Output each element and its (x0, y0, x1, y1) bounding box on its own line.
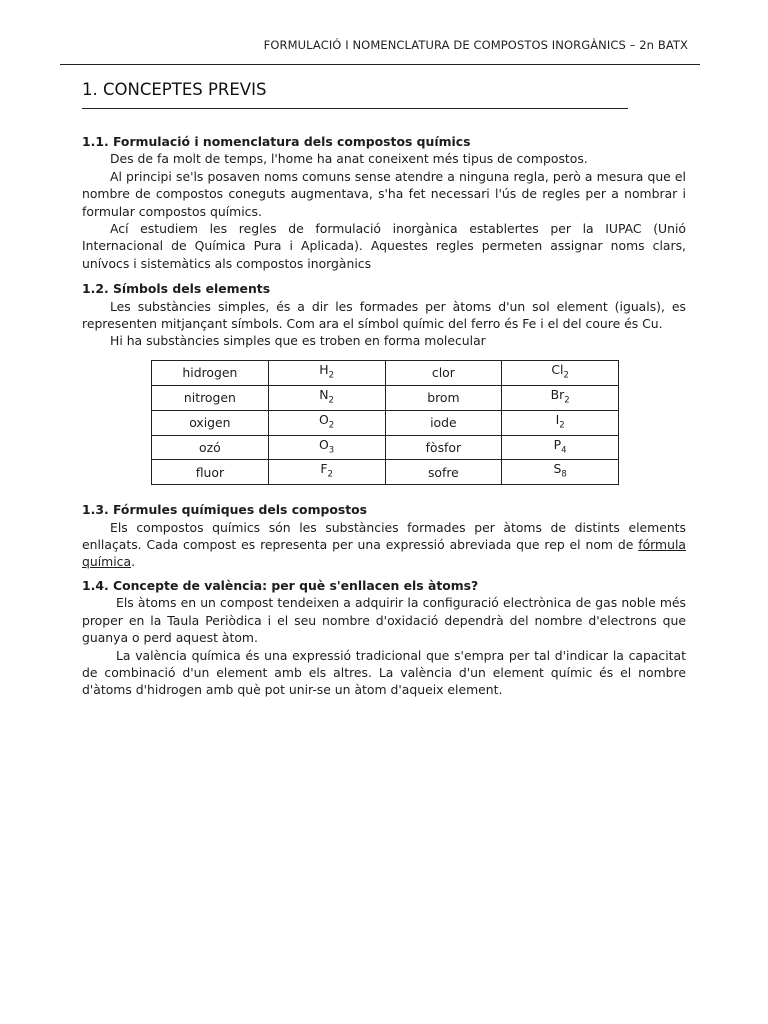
element-name: fluor (152, 460, 269, 485)
heading-1-4: 1.4. Concepte de valència: per què s'enllacen els àtoms? (82, 577, 479, 593)
paragraph: Al principi se'ls posaven noms comuns sense atendre a ninguna regla, però a mesura que el nombre de compostos coneguts augmentava, s'ha fet necessari l'ús de regles per a nombrar i formular compostos químics. (82, 168, 686, 219)
paragraph: La valència química és una expressió tradicional que s'empra per tal d'indicar la capacitat de combinació d'un element amb els altres. La valència d'un element químic és el nombre d'àtoms d'hidrogen amb què pot unir-se un àtom d'aqueix element. (82, 647, 686, 698)
element-name: oxigen (152, 410, 269, 435)
paragraph: Des de fa molt de temps, l'home ha anat coneixent més tipus de compostos. (110, 151, 588, 167)
table-row (152, 360, 619, 385)
paragraph: Els àtoms en un compost tendeixen a adquirir la configuració electrònica de gas noble més proper en la Taula Periòdica i el seu nombre d'oxidació dependrà del nombre d'electrons que guanya o perd aquest àtom. (82, 595, 686, 646)
element-formula: $Br_2$ (502, 385, 619, 410)
element-formula: $N_2$ (268, 385, 385, 410)
element-formula: $F_2$ (268, 460, 385, 485)
element-name: ozó (152, 435, 269, 460)
running-header: FORMULACIÓ I NOMENCLATURA DE COMPOSTOS INORGÀNICS – 2n BATX (263, 38, 688, 52)
table-row (152, 435, 619, 460)
formula-quimica-term: fórmula química (82, 537, 686, 570)
paragraph: Les substàncies simples, és a dir les formades per àtoms d'un sol element (iguals), es representen mitjançant símbols. Com ara el símbol químic del ferro és Fe i el del coure és Cu. (82, 298, 686, 332)
element-formula: $P_4$ (502, 435, 619, 460)
table-row (152, 385, 619, 410)
paragraph: Hi ha substàncies simples que es troben en forma molecular (110, 333, 486, 349)
element-formula: $I_2$ (502, 410, 619, 435)
section-title: 1. CONCEPTES PREVIS (82, 80, 267, 99)
element-formula: $H_2$ (268, 360, 385, 385)
table-row (152, 460, 619, 485)
heading-1-3: 1.3. Fórmules químiques dels compostos (82, 502, 368, 518)
element-formula: $O_3$ (268, 435, 385, 460)
element-formula: $O_2$ (268, 410, 385, 435)
header-divider (60, 64, 700, 65)
heading-1-2: 1.2. Símbols dels elements (82, 281, 271, 297)
paragraph: Els compostos químics són les substàncies formades per àtoms de distints elements enllaçats. Cada compost es representa per una expressió abreviada que rep el nom de fórmula química. (82, 519, 686, 570)
element-name: fòsfor (385, 435, 502, 460)
paragraph: Ací estudiem les regles de formulació inorgànica establertes per la IUPAC (Unió Internacional de Química Pura i Aplicada). Aquestes regles permeten assignar noms clars, unívocs i sistemàtics als compostos inorgànics (82, 221, 686, 271)
element-name: hidrogen (152, 360, 269, 385)
element-name: brom (385, 385, 502, 410)
table-row (152, 410, 619, 435)
element-formula: $Cl_2$ (502, 360, 619, 385)
element-name: sofre (385, 460, 502, 485)
heading-1-1: 1.1. Formulació i nomenclatura dels compostos químics (82, 134, 471, 149)
elements-table (151, 360, 619, 485)
element-formula: $S_8$ (502, 460, 619, 485)
document-body (82, 133, 686, 699)
element-name: nitrogen (152, 385, 269, 410)
title-underline (82, 108, 628, 109)
element-name: iode (385, 410, 502, 435)
element-name: clor (385, 360, 502, 385)
